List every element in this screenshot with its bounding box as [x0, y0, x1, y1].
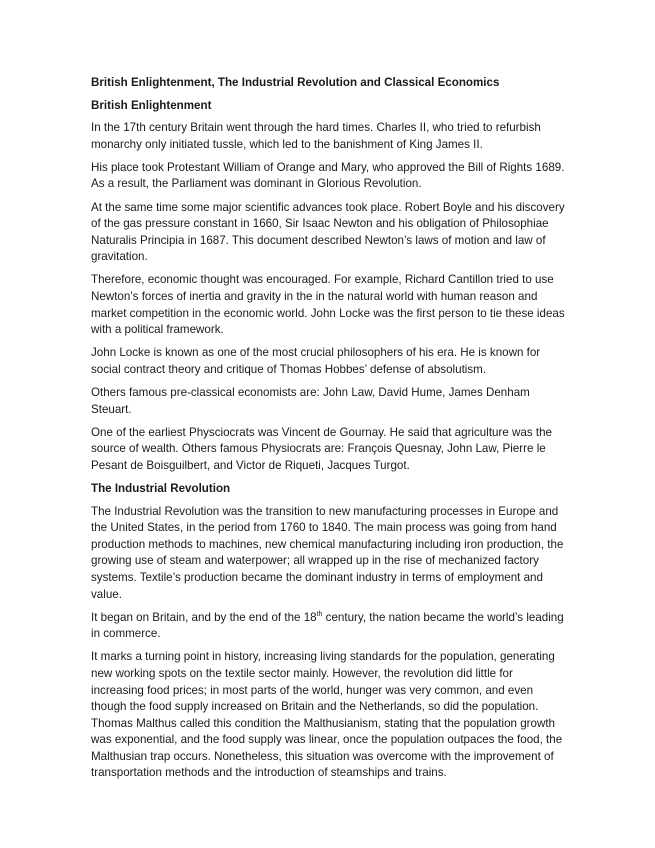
paragraph: John Locke is known as one of the most crucial philosophers of his era. He is known for social contract theory and critique of Thomas Hobbes’ defense of absolutism. — [91, 346, 541, 376]
paragraph: Others famous pre-classical economists are: John Law, David Hume, James Denham Steuart. — [91, 386, 530, 416]
paragraph: Therefore, economic thought was encouraged. For example, Richard Cantillon tried to use Newton’s forces of inertia and gravity in the in the natural world with human reason and market competition in the economic world. John Locke was the first person to tie these ideas with a political framework. — [91, 273, 565, 337]
paragraph: The Industrial Revolution was the transition to new manufacturing processes in Europe and the United States, in the period from 1760 to 1840. The main process was going from hand production methods to machines, new chemical manufacturing including iron production, the growing use of steam and waterpower; all wrapped up in the rise of mechanized factory systems. Textile’s production became the dominant industry in terms of employment and value. — [91, 504, 564, 601]
paragraph: At the same time some major scientific advances took place. Robert Boyle and his discovery of the gas pressure constant in 1660, Sir Isaac Newton and his obligation of Philosophiae Naturalis Principia in 1687. This document described Newton’s laws of motion and law of gravitation. — [91, 200, 565, 264]
section-heading-industrial-revolution: The Industrial Revolution — [91, 481, 231, 495]
paragraph-century-after: century, the nation became the world’s leading in commerce. — [91, 610, 564, 641]
ordinal-superscript: th — [316, 610, 323, 618]
paragraph: One of the earliest Physciocrats was Vincent de Gournay. He said that agriculture was the source of wealth. Others famous Physiocrats are: François Quesnay, John Law, Pierre le Pesant de Boisguilbert, and Victor de Riqueti, Jacques Turgot. — [91, 425, 552, 472]
paragraph-century — [91, 610, 566, 643]
paragraph: In the 17th century Britain went through the hard times. Charles II, who tried to refurbish monarchy only initiated tussle, which led to the banishment of King James II. — [91, 121, 541, 151]
document-page — [91, 75, 566, 789]
paragraph-century-before: It began on Britain, and by the end of the 18 — [91, 610, 317, 624]
section-heading-british-enlightenment: British Enlightenment — [91, 98, 212, 112]
paragraph: It marks a turning point in history, increasing living standards for the population, generating new working spots on the textile sector mainly. However, the revolution did little for increasing food prices; in most parts of the world, hunger was very common, and even though the food supply increased on Britain and the Netherlands, so did the population. Thomas Malthus called this condition the Malthusianism, stating that the population growth was exponential, and the food supply was linear, once the population outpaces the food, the Malthusian trap occurs. Nonetheless, this situation was overcome with the improvement of transportation methods and the introduction of steamships and trains. — [91, 650, 563, 780]
paragraph: His place took Protestant William of Orange and Mary, who approved the Bill of Rights 1689. As a result, the Parliament was dominant in Glorious Revolution. — [91, 160, 565, 191]
document-title: British Enlightenment, The Industrial Revolution and Classical Economics — [91, 76, 500, 89]
